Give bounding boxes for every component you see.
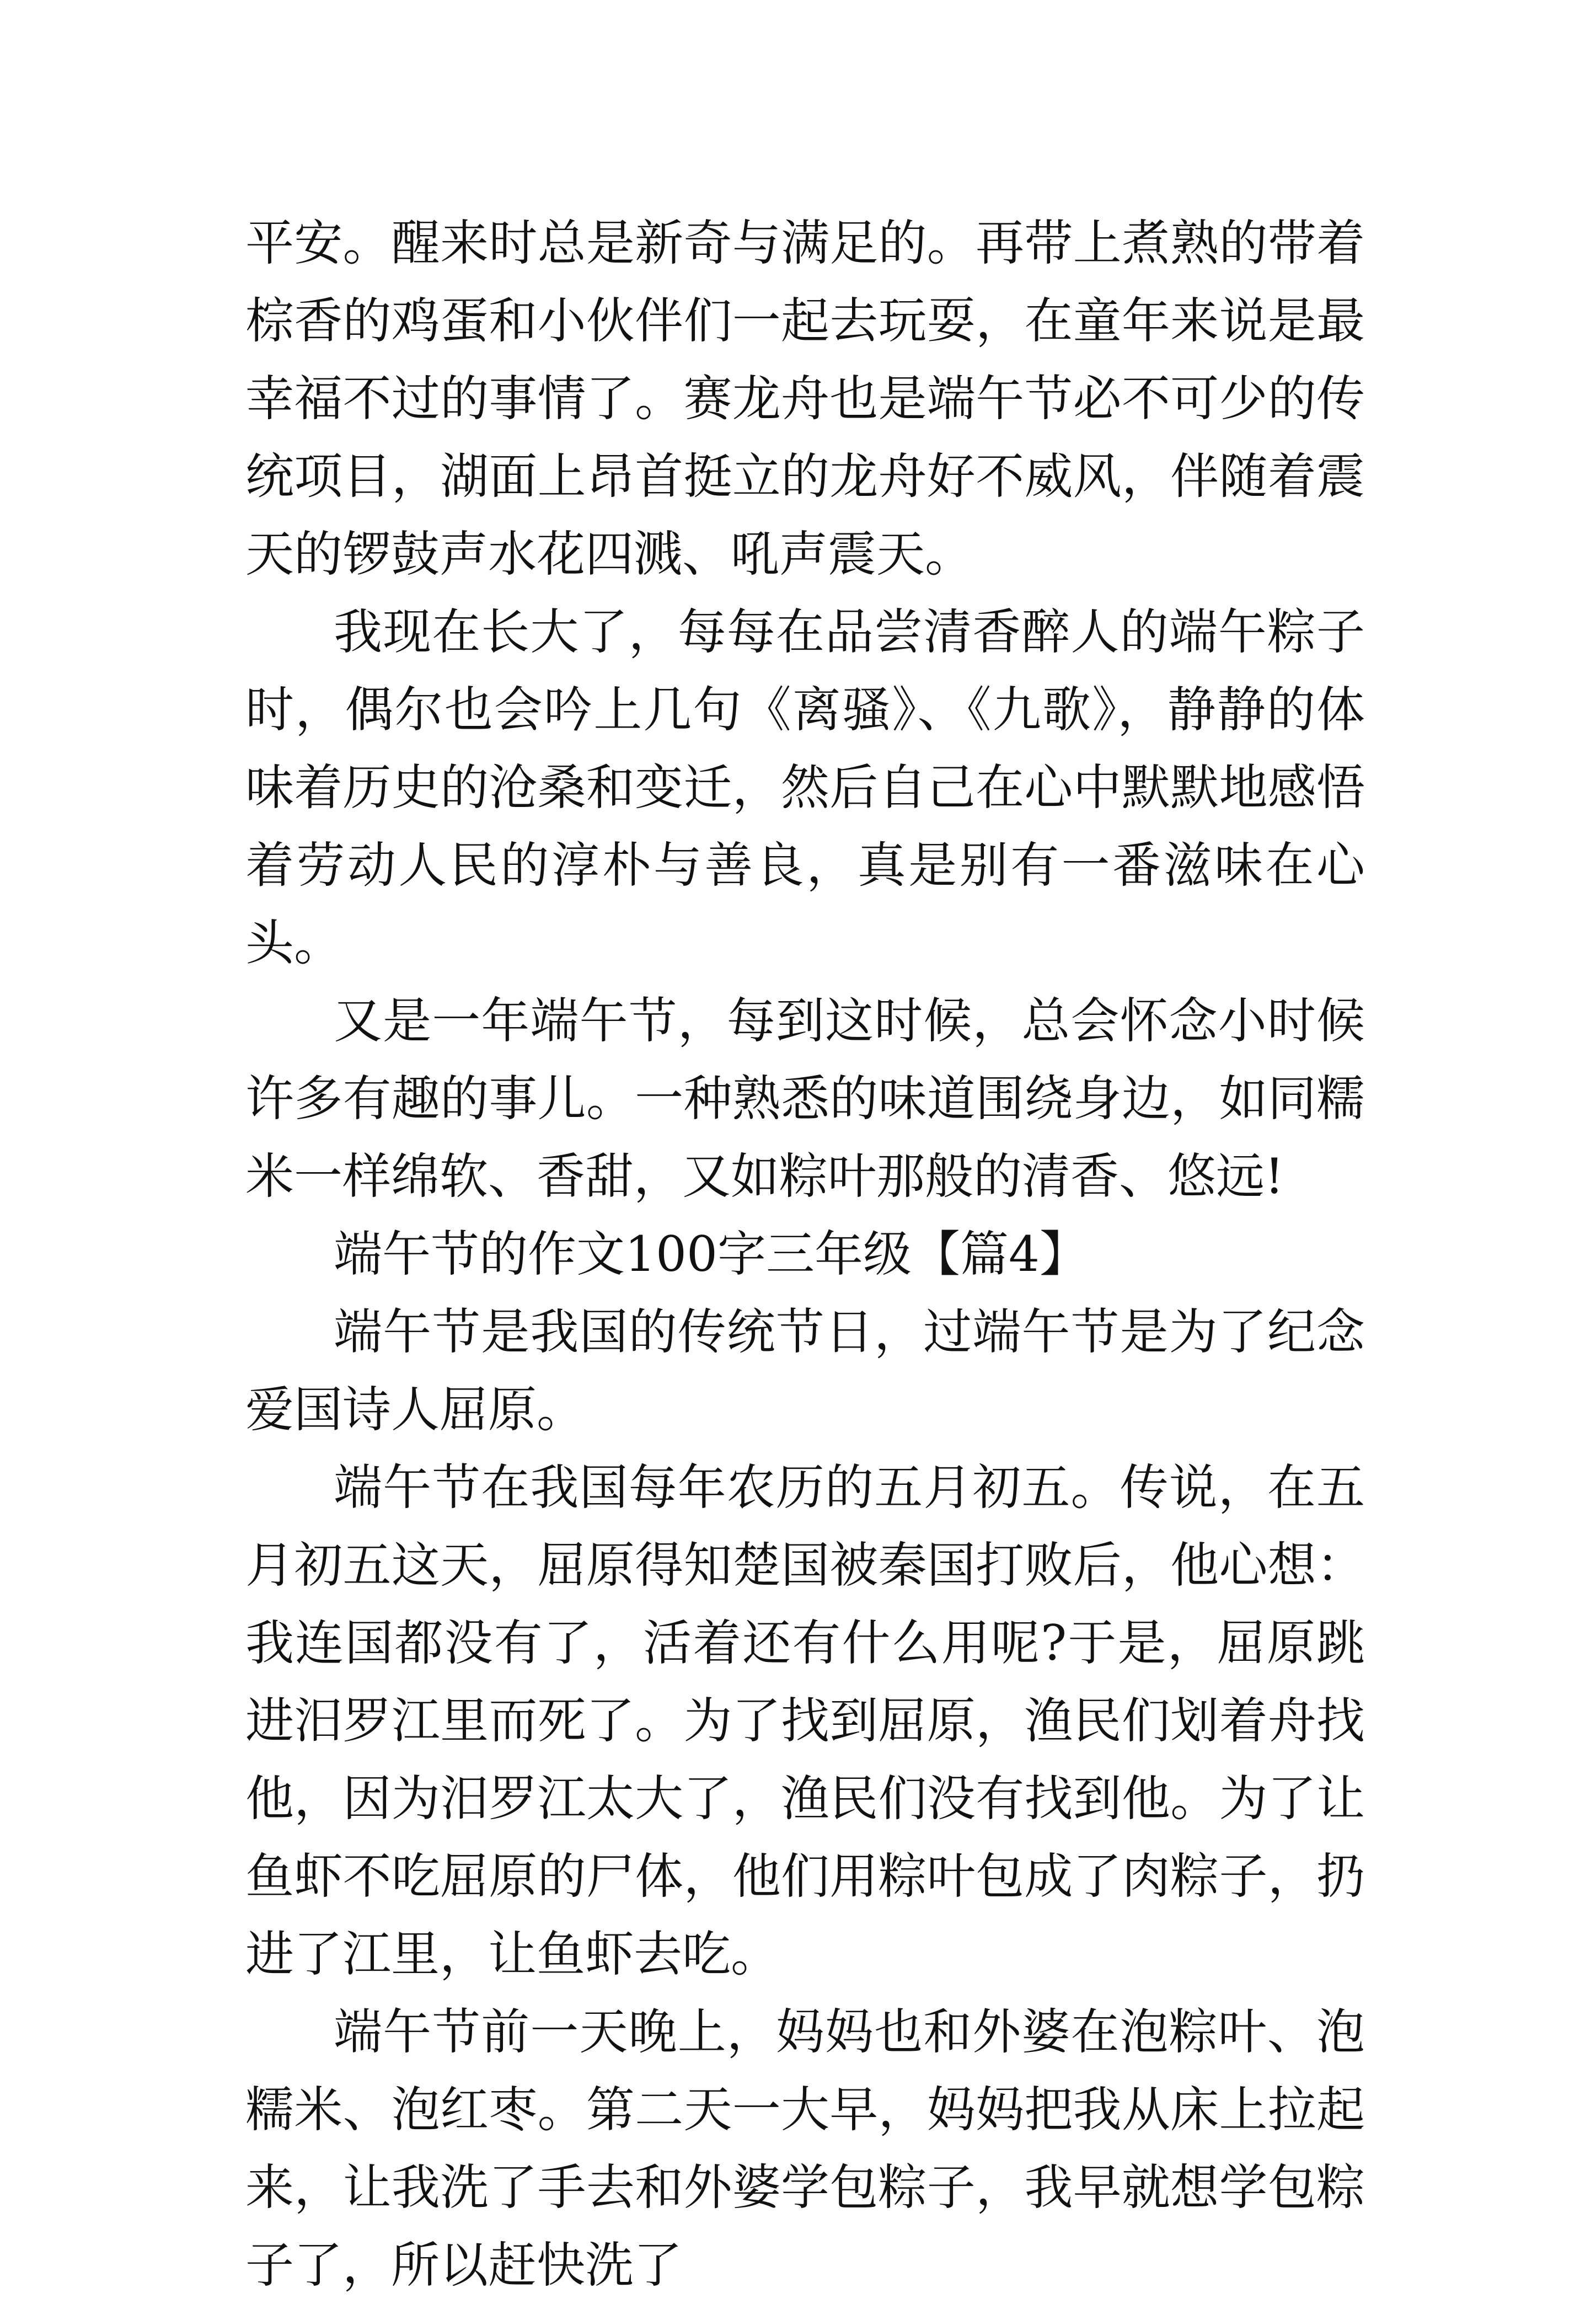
paragraph: 端午节前一天晚上，妈妈也和外婆在泡粽叶、泡糯米、泡红枣。第二天一大早，妈妈把我从床上拉起来，让我洗了手去和外婆学包粽子，我早就想学包粽子了，所以赶快洗了 — [245, 2003, 1365, 2294]
paragraph: 又是一年端午节，每到这时候，总会怀念小时候许多有趣的事儿。一种熟悉的味道围绕身边，如同糯米一样绵软、香甜，又如粽叶那般的清香、悠远! — [245, 992, 1365, 1205]
paragraph-continuation: 平安。醒来时总是新奇与满足的。再带上煮熟的带着棕香的鸡蛋和小伙伴们一起去玩耍，在童年来说是最幸福不过的事情了。赛龙舟也是端午节必不可少的传统项目，湖面上昂首挺立的龙舟好不威风，伴随着震天的锣鼓声水花四溅、吼声震天。 — [245, 215, 1365, 582]
paragraph: 端午节是我国的传统节日，过端午节是为了纪念爱国诗人屈原。 — [245, 1303, 1365, 1438]
document-body — [245, 204, 1365, 2304]
paragraph: 端午节在我国每年农历的五月初五。传说，在五月初五这天，屈原得知楚国被秦国打败后，他心想：我连国都没有了，活着还有什么用呢?于是，屈原跳进汨罗江里而死了。为了找到屈原，渔民们划着舟找他，因为汨罗江太大了，渔民们没有找到他。为了让鱼虾不吃屈原的尸体，他们用粽叶包成了肉粽子，扔进了江里，让鱼虾去吃。 — [245, 1459, 1365, 1982]
section-heading: 端午节的作文100字三年级【篇4】 — [334, 1226, 1088, 1282]
paragraph: 我现在长大了，每每在品尝清香醉人的端午粽子时，偶尔也会吟上几句《离骚》、《九歌》，静静的体味着历史的沧桑和变迁，然后自己在心中默默地感悟着劳动人民的淳朴与善良，真是别有一番滋味在心头。 — [245, 603, 1365, 971]
